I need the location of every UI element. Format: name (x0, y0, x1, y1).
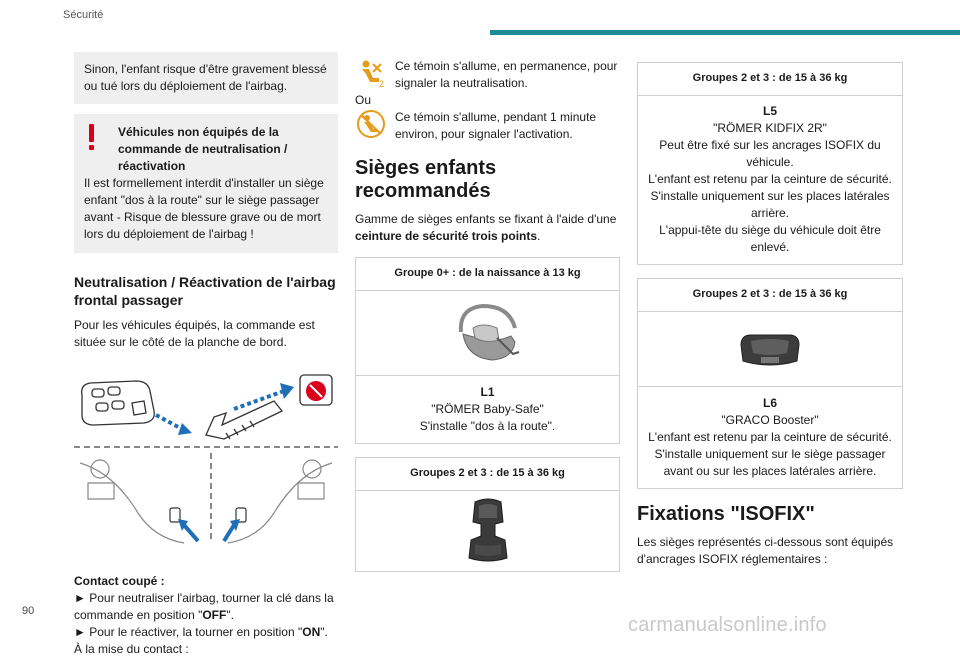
contact-on-text: À la mise du contact : (74, 642, 189, 656)
seat-name: "RÖMER KIDFIX 2R" (713, 121, 827, 135)
highback-booster-image (463, 496, 513, 566)
seat-model: L1 (480, 385, 495, 399)
warning-box (74, 114, 338, 253)
seat-image-l6 (638, 312, 902, 387)
seat-note-belt: L'enfant est retenu par la ceinture de sécurité. (648, 172, 892, 186)
contact-off-title: Contact coupé : (74, 574, 165, 588)
seat-name: "GRACO Booster" (721, 413, 819, 427)
exclamation-icon (89, 124, 95, 150)
seat-name: "RÖMER Baby-Safe" (431, 402, 544, 416)
seat-image-booster-highback (356, 491, 619, 571)
watermark: carmanualsonline.info (628, 614, 827, 636)
seat-note-headrest: L'appui-tête du siège du véhicule doit être enlevé. (659, 223, 881, 254)
seat-card-group-label: Groupes 2 et 3 : de 15 à 36 kg (638, 279, 902, 312)
svg-text:2: 2 (379, 79, 385, 88)
seat-install-note: S'installe "dos à la route". (419, 419, 556, 433)
seat-card-l6 (637, 278, 903, 489)
isofix-intro: Les sièges représentés ci-dessous sont équipés d'ancrages ISOFIX réglementaires : (637, 535, 894, 566)
note-text: Sinon, l'enfant risque d'être gravement blessé ou tué lors du déploiement de l'airbag. (84, 62, 327, 93)
header-section-title: Sécurité (63, 9, 104, 21)
seat-note-isofix: Peut être fixé sur les ancrages ISOFIX du véhicule. (659, 138, 881, 169)
seat-note-positions: S'installe uniquement sur le siège passager avant ou sur les places latérales arrière. (654, 447, 886, 478)
lamp-neutralized-text: Ce témoin s'allume, en permanence, pour signaler la neutralisation. (395, 59, 618, 90)
warning-title-line1: Véhicules non équipés de la (118, 125, 279, 139)
seat-card-group-label: Groupes 2 et 3 : de 15 à 36 kg (638, 63, 902, 96)
or-text: Ou (355, 93, 372, 107)
step-neutralize: ► Pour neutraliser l'airbag, tourner la clé dans la commande en position "OFF". (74, 591, 334, 622)
step-reactivate: ► Pour le réactiver, la tourner en position "ON". (74, 625, 328, 639)
section-title-isofix: Fixations "ISOFIX" (637, 503, 815, 525)
section-title-recommended-seats: Sièges enfants recommandés (355, 157, 497, 202)
lamp-activated-text: Ce témoin s'allume, pendant 1 minute environ, pour signaler l'activation. (395, 110, 597, 141)
seat-card-group-label: Groupe 0+ : de la naissance à 13 kg (356, 258, 619, 291)
infant-carrier-image (453, 298, 523, 368)
seat-card-l1 (355, 257, 620, 444)
airbag-intro-text: Pour les véhicules équipés, la commande est située sur le côté de la planche de bord. (74, 318, 315, 349)
page-number: 90 (22, 605, 35, 617)
booster-cushion-image (737, 327, 803, 371)
lamp-neutralized-row (355, 58, 620, 92)
airbag-key-switch-illustration (74, 373, 338, 548)
seat-card-details (356, 376, 619, 443)
seat-image-l1 (356, 291, 619, 376)
note-box (74, 52, 338, 104)
warning-title-line2: commande de neutralisation / réactivation (118, 142, 288, 173)
column-left (74, 52, 338, 658)
airbag-on-warning-lamp-icon (355, 109, 387, 139)
seat-card-group-label: Groupes 2 et 3 : de 15 à 36 kg (356, 458, 619, 491)
airbag-off-warning-lamp-icon (355, 58, 387, 88)
column-middle (355, 58, 620, 585)
recommended-seats-intro: Gamme de sièges enfants se fixant à l'aide d'une ceinture de sécurité trois points. (355, 212, 617, 243)
lamp-activated-row (355, 109, 620, 143)
seat-model: L6 (762, 396, 777, 410)
seat-note-belt: L'enfant est retenu par la ceinture de sécurité. (648, 430, 892, 444)
subsection-title: Neutralisation / Réactivation de l'airbag frontal passager (74, 274, 336, 308)
seat-card-group23-image (355, 457, 620, 572)
seat-card-l5 (637, 62, 903, 265)
column-right (637, 62, 903, 568)
header-accent-bar (490, 30, 960, 35)
seat-card-details (638, 96, 902, 264)
seat-note-rear-side: S'installe uniquement sur les places latérales arrière. (650, 189, 890, 220)
seat-model: L5 (762, 104, 777, 118)
warning-text: Il est formellement interdit d'installer un siège enfant "dos à la route" sur le siège passager avant - Risque de blessure grave ou de mort lors du déploiement de l'airbag ! (84, 176, 324, 241)
seat-card-details (638, 387, 902, 488)
